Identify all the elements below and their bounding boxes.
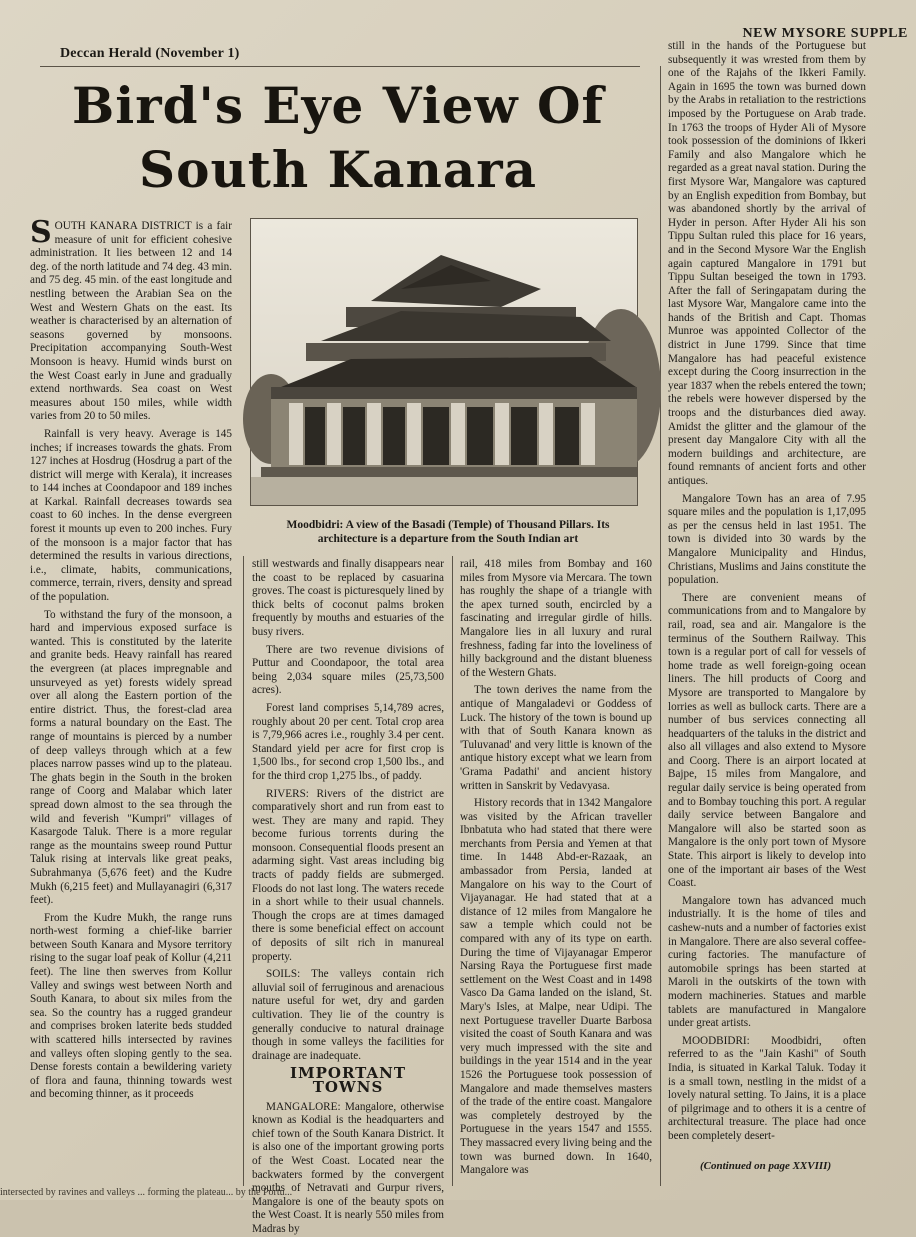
- column-rule: [452, 556, 453, 1186]
- article-column-2: [252, 558, 444, 1235]
- paragraph: There are two revenue divisions of Puttur and Coondapoor, the total area being 2,034 square miles (25,73,500 acres).: [252, 643, 444, 697]
- cut-off-text-strip: intersected by ravines and valleys ... forming the plateau... by the Portu...: [0, 1187, 293, 1198]
- paragraph: Mangalore town has advanced much industrially. It is the home of tiles and cashew-nuts and a number of factories exist in Mangalore. There are also several coffee-curing factories. The manufacture of automobile springs has been started at Maroli in the outskirts of the town with modern machineries. Statues and marble tablets are manufactured in Mangalore under great artists.: [668, 894, 866, 1030]
- masthead-rule: [40, 66, 640, 67]
- paragraph: still westwards and finally disappears near the coast to be replaced by casuarina groves. The coast is picturesquely lined by thick belts of coconut palms broken frequently by mouths and estuaries of the busy rivers.: [252, 558, 444, 638]
- paragraph: MOODBIDRI: Moodbidri, often referred to as the "Jain Kashi" of South India, is situated in Karkal Taluk. Today it is a small town, nestling in the midst of a lovely natural setting. To Jains, it is a place of pilgrimage and to others it is a centre of architectural treasure. The place had once been completely desert-: [668, 1034, 866, 1142]
- paragraph: Mangalore Town has an area of 7.95 square miles and the population is 1,17,095 as per the census held in last 1951. The town is divided into 30 wards by the Mangalore Municipality and Hindus, Christians, Muslims and Jains constitute the population.: [668, 492, 866, 587]
- article-column-3: [460, 558, 652, 1186]
- temple-illustration: [251, 219, 637, 505]
- paragraph: From the Kudre Mukh, the range runs north-west forming a chief-like barrier between South Kanara and Mysore territory rising to the sugar loaf peak of Kollur (4,211 feet). The line then swerves from Kollur Valley and swings west between North and South Kanara, to about six miles from the sea. So the country has a rugged grandeur and comprises broken laterite beds studded with scattered hills intersected by ravines and valleys often sloping gently to the sea. Dense forests contain a bewildering variety of flora and fauna, thinning towards west and becoming thinner, as it proceeds: [30, 911, 232, 1101]
- paragraph: rail, 418 miles from Bombay and 160 miles from Mysore via Mercara. The town has roughly the shape of a triangle with the apex turned south, encircled by a fascinating and irregular girdle of hills. Mangalore lies in all luxury and rural freshness, fading far into the loveliness of hilly background and the distant blueness of the Western Ghats.: [460, 558, 652, 679]
- paragraph: The town derives the name from the antique of Mangaladevi or Goddess of Luck. The history of the town is bound up with that of South Kanara known as 'Tuluvanad' and very little is known of the antique history except what we learn from 'Grama Padathi' and ancient history written in Sanskrit by Vedavyasa.: [460, 684, 652, 792]
- masthead-right: NEW MYSORE SUPPLE: [742, 26, 908, 41]
- article-column-1: [30, 215, 232, 1186]
- article-column-4: [668, 40, 866, 1156]
- paragraph: [30, 215, 232, 424]
- paragraph-text: OUTH KANARA DISTRICT is a fair measure of unit for efficient cohesive administration. It lies between 12 and 14 deg. of the north latitude and 74 deg. 43 min. and 75 deg. 45 min. of the east longitude and nestling between the Arabian Sea on the West and Western Ghats on the east. Its weather is characterised by an alternation of seasons governed by monsoons. Precipitation accompanying South-West Monsoon is heavy. Humid winds burst on the West Coast early in June and gradually extend northwards. Sea coast on West measures about 150 miles, while width varies from 20 to 50 miles.: [30, 220, 232, 423]
- paragraph: MANGALORE: Mangalore, otherwise known as Kodial is the headquarters and chief town of the South Kanara District. It is also one of the important growing ports of the West Coast. Located near the backwaters formed by the convergent mouths of Netravati and Gurpur rivers, Mangalore is one of the beauty spots on the West Coast. It is nearly 550 miles from Madras by: [252, 1100, 444, 1235]
- temple-photo: [250, 218, 638, 506]
- photo-caption: Moodbidri: A view of the Basadi (Temple) of Thousand Pillars. Its architecture is a departure from the South Indian art: [286, 519, 610, 545]
- drop-cap: S: [30, 215, 52, 250]
- headline: Bird's Eye View Of South Kanara: [71, 76, 605, 199]
- paragraph: RIVERS: Rivers of the district are comparatively short and run from east to west. They are many and rapid. They become furious torrents during the monsoon. Consequential floods present an adarming sight. Vast areas including big tracts of paddy fields are submerged. Floods do not last long. The waters recede in a short while to their usual channels. Though the crops are at times damaged there is some beneficial effect on account of deposits of silt rich in manureal property.: [252, 787, 444, 963]
- section-heading: IMPORTANT TOWNS: [289, 1064, 407, 1096]
- paragraph: still in the hands of the Portuguese but subsequently it was wrested from them by one of the Rajahs of the Ikkeri Family. Again in 1695 the town was burned down by the Arabs in retaliation to the restrictions imposed by the Portuguese on Arab trade. In 1763 the troops of Hyder Ali of Mysore took possession of the dominions of Ikkeri Family and also Mangalore which he regarded as a great naval station. During the first Mysore War, Mangalore was captured by an English expedition from Bombay, but was abandoned shortly by the arrival of Hyder in person. After Hyder Ali his son Tippu Sultan ruled this place for 16 years, and in the Second Mysore War the English again captured Mangalore in 1791 but Tippu Sultan beseiged the town in 1793. After the fall of Seringapatam during the last Mysore War, Mangalore came into the hands of the British and Capt. Thomas Munroe was appointed Collector of the district in June 1799. Since that time Mangalore has had peaceful existence except during the Coorg insurrection in the year 1837 when the rebels entered the town; the rebels were however dispersed by the troops and the disturbances died away. Amidst the glitter and the glamour of the present day Mangalore City with all the modern buildings and architecture, are found remnants of ancient forts and other antiques.: [668, 40, 866, 487]
- column-rule: [243, 556, 244, 1186]
- paragraph: Rainfall is very heavy. Average is 145 inches; if increases towards the ghats. From 127 inches at Hosdrug (Hosdrug a part of the district will merge with Kerala), it increases to 144 inches at Coondapoor and 189 inches at Karkal. Rainfall decreases towards sea coast to 60 inches. In the dense evergreen forest it mounts up even to 200 inches. Fury of the monsoon is a major factor that has determined the results in various directions, i.e., climate, habits, communications, commerce, terrain, rivers, density and spread of the population.: [30, 427, 232, 604]
- continued-note: (Continued on page XXVIII): [700, 1160, 832, 1172]
- paragraph: History records that in 1342 Mangalore was visited by the African traveller Ibnbatuta who had stated that there were merchants from Persia and Yemen at that time. In 1448 Abd-er-Razaak, an ambassador from Persia, landed at Mangalore on his way to the Court of Vijayanagar. He had stated that at a distance of 12 miles from Mangalore he saw a temple which could not be compared with any of its type on earth. During the time of Vijayanagar Emperor Narsing Raya the Portuguese first made settlement on the West Coast and in 1498 Vasco Da Gama landed on the island, St. Mary's Isles, at Malpe, near Udipi. The next Portuguese traveller Duarte Barbosa visited the coast of South Kanara and was very much impressed with the site and buildings in the year 1514 and in the year 1526 the Portuguese took possession of Mangalore and made themselves masters of the trade of the entire coast. Mangalore was completely destroyed by the Portuguese in the years 1547 and 1555. They massacred every living being and the town was burned down. In 1640, Mangalore was: [460, 797, 652, 1177]
- paragraph: To withstand the fury of the monsoon, a hard and impervious exposed surface is wanted. This is constituted by the laterite and granite beds. Heavy rainfall has reared the evergreen (at places impregnable and unsurveyed as yet) forests widely spread over all along the Eastern portion of the entire district. Thus, the forest-clad area forms a natural boundary on the East. The range of mountains is pierced by a number of deep valleys through which at a few places narrow passes wind up to the plateau. The ghats begin in the South in the broken range of Coorg and Malabar which later spread down almost to the sea through the wild and feverish "Kumpri" villages of Kasargode Taluk. There is a more regular range as the mountains sweep round Puttur Taluk rising at intervals like great peaks, Subrahmanya (5,676 feet) and the Kudre Mukh (6,215 feet) and Mullayanagiri (6,317 feet).: [30, 608, 232, 907]
- column-rule: [660, 66, 661, 1186]
- masthead-left: Deccan Herald (November 1): [60, 46, 240, 61]
- paragraph: SOILS: The valleys contain rich alluvial soil of ferruginous and arenacious nature useful for wet, dry and garden cultivation. They lie of the country is generally conducive to natural drainage though in some valleys the facilities for drainage are inadequate.: [252, 968, 444, 1062]
- paragraph: Forest land comprises 5,14,789 acres, roughly about 20 per cent. Total crop area is 7,79,966 acres i.e., roughly 3.4 per cent. Standard yield per acre for first crop is 1,500 lbs., for second crop 1,500 lbs., and for the third crop 1,275 lbs., of paddy.: [252, 701, 444, 782]
- paragraph: There are convenient means of communications from and to Mangalore by rail, road, sea and air. Mangalore is the terminus of the Southern Railway. This town is a regular port of call for vessels of home trade as well foreign-going ocean liners. The hill products of Coorg and Mysore are transported to Mangalore by lorries as well as bullock carts. There are a number of bus services connecting all headquarters of the taluks in the district and also all villages and also extend to Mysore and Coorg. There is an airport located at Bajpe, 15 miles from Mangalore, and regular daily service is being operated from and to Bombay touching this port. A regular daily service between Bangalore and Mangalore will also be started soon as Mangalore is the only port town of Mysore State. This airport is likely to develop into one of the important air bases of the West Coast.: [668, 591, 866, 890]
